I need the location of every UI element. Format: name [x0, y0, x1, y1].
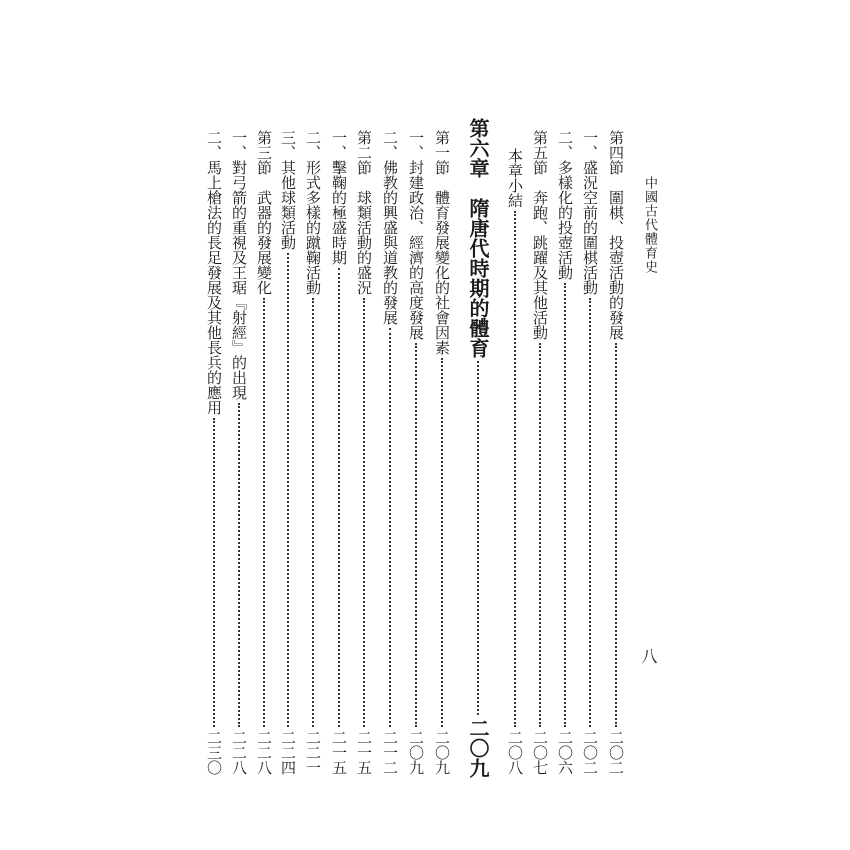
leader-dots	[287, 253, 289, 727]
toc-entry-page: 二二八	[230, 730, 248, 775]
toc-entry-label: 一、盛況空前的圍棋活動	[581, 130, 599, 295]
toc-entry-label: 一、對弓箭的重視及王琚『射經』的出現	[230, 130, 248, 400]
toc-entry-page: 二〇七	[531, 730, 549, 775]
leader-dots	[615, 343, 617, 727]
toc-entry[interactable]	[555, 130, 575, 775]
toc-entry-label: 一、封建政治、經濟的高度發展	[407, 130, 425, 340]
toc-entry-label: 第三節 武器的發展變化	[255, 130, 273, 295]
toc-entry-page: 二一五	[330, 730, 348, 775]
toc-entry-page: 二〇二	[581, 730, 599, 775]
toc-entry-page: 二三〇	[205, 730, 223, 775]
toc-chapter-label: 第六章 隋唐代時期的體育	[466, 118, 490, 358]
leader-dots	[589, 298, 591, 727]
toc-entry-label: 第二節 球類活動的盛況	[355, 130, 373, 295]
toc-entry-label: 二、佛教的興盛與道教的發展	[381, 130, 399, 325]
toc-entry-page: 二一五	[355, 730, 373, 775]
leader-dots	[564, 283, 566, 727]
leader-dots	[441, 358, 443, 727]
toc-entry[interactable]	[530, 130, 550, 775]
toc-entry[interactable]	[432, 130, 452, 775]
leader-dots	[363, 298, 365, 727]
leader-dots	[238, 403, 240, 727]
toc-entry-page: 二二四	[279, 730, 297, 775]
leader-dots	[477, 361, 479, 715]
leader-dots	[539, 343, 541, 727]
toc-entry-page: 二〇六	[556, 730, 574, 775]
leader-dots	[312, 298, 314, 727]
toc-entry-page: 二〇九	[466, 718, 490, 778]
toc-entry[interactable]	[303, 130, 323, 775]
toc-entry-page: 二〇八	[506, 730, 524, 775]
leader-dots	[514, 211, 516, 727]
page-number: 八	[639, 648, 658, 664]
toc-entry[interactable]	[329, 130, 349, 775]
toc-entry[interactable]	[229, 130, 249, 775]
toc-entry-page: 二二八	[255, 730, 273, 775]
toc-entry-page: 二〇九	[407, 730, 425, 775]
toc-entry-label: 第五節 奔跑、跳躍及其他活動	[531, 130, 549, 340]
toc-entry[interactable]	[278, 130, 298, 775]
leader-dots	[389, 328, 391, 727]
leader-dots	[415, 343, 417, 727]
toc-entry-page: 二〇九	[433, 730, 451, 775]
toc-chapter-entry[interactable]	[465, 118, 491, 778]
leader-dots	[338, 268, 340, 727]
toc-entry-page: 二一二	[381, 730, 399, 775]
toc-entry[interactable]	[606, 130, 626, 775]
toc-entry[interactable]	[254, 130, 274, 775]
toc-entry[interactable]	[354, 130, 374, 775]
leader-dots	[263, 298, 265, 727]
toc-entry[interactable]	[380, 130, 400, 775]
leader-dots	[213, 418, 215, 727]
toc-entry-label: 三、其他球類活動	[279, 130, 297, 250]
running-head: 中國古代體育史	[642, 176, 657, 274]
toc-entry-page: 二〇二	[607, 730, 625, 775]
toc-entry-label: 第一節 體育發展變化的社會因素	[433, 130, 451, 355]
toc-entry-label: 本章小結	[506, 148, 524, 208]
toc-entry[interactable]	[580, 130, 600, 775]
toc-entry[interactable]	[204, 130, 224, 775]
toc-entry-label: 二、馬上槍法的長足發展及其他長兵的應用	[205, 130, 223, 415]
toc-entry-page: 二二一	[304, 730, 322, 775]
toc-entry-label: 一、擊鞠的極盛時期	[330, 130, 348, 265]
toc-entry-label: 二、形式多樣的蹴鞠活動	[304, 130, 322, 295]
toc-entry[interactable]	[406, 130, 426, 775]
toc-entry[interactable]	[505, 148, 525, 775]
toc-entry-label: 二、多樣化的投壺活動	[556, 130, 574, 280]
toc-entry-label: 第四節 圍棋、投壺活動的發展	[607, 130, 625, 340]
